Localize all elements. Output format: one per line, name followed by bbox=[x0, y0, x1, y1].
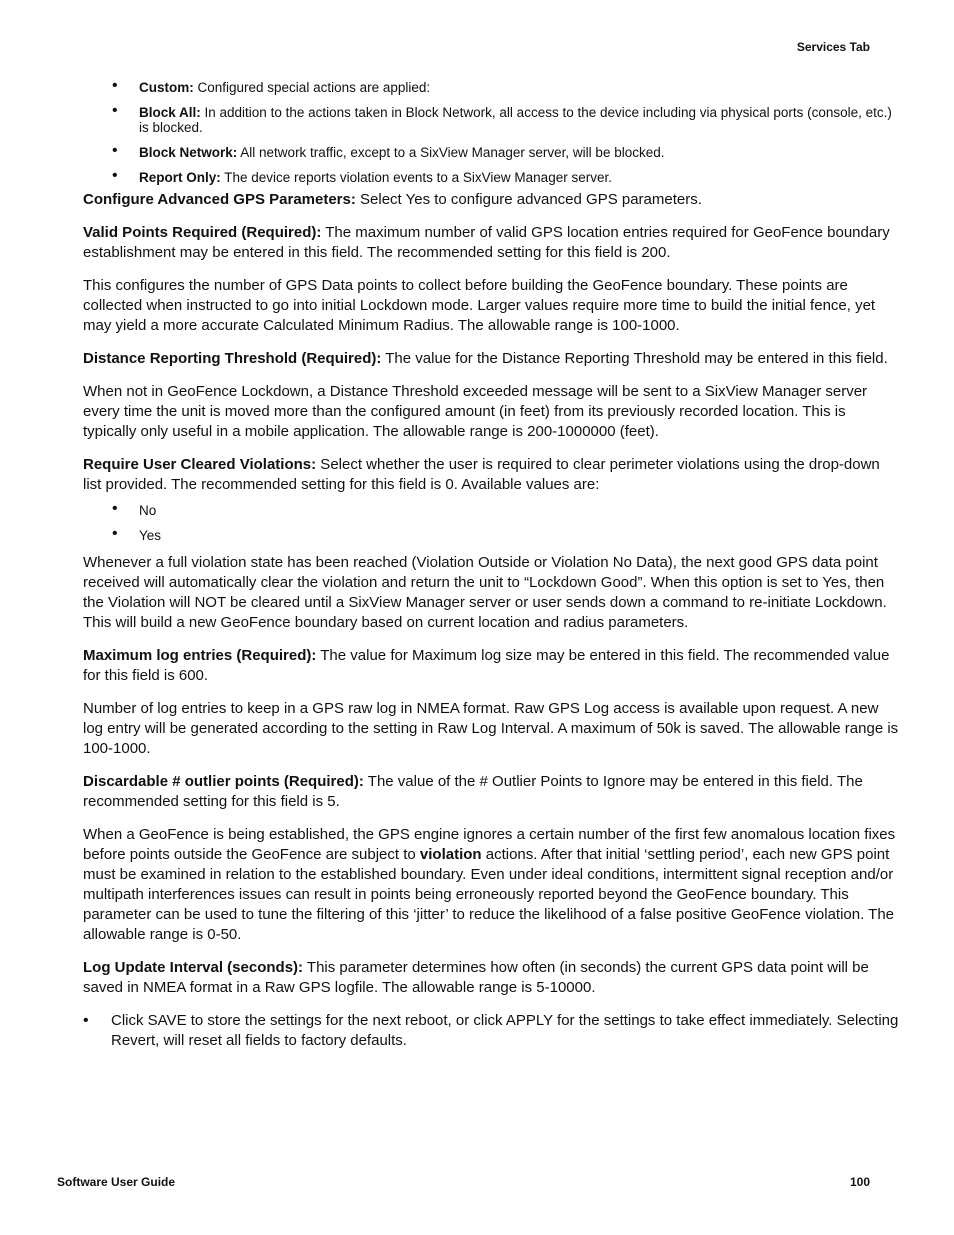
paragraph-text: This parameter determines how often (in seconds) the current GPS data point will be saved in NMEA format in a Raw GPS logfile. The allowable range is 5-10000. bbox=[83, 959, 869, 996]
list-item bbox=[83, 77, 899, 95]
page-content bbox=[83, 77, 899, 1051]
paragraph-emphasis: violation bbox=[419, 846, 482, 863]
list-item-text: Configured special actions are applied: bbox=[193, 80, 431, 95]
list-item-term: Block Network: bbox=[139, 145, 238, 160]
bullet-icon: • bbox=[112, 167, 118, 184]
paragraph-log-interval bbox=[83, 958, 899, 998]
list-item-text: The device reports violation events to a SixView Manager server. bbox=[220, 170, 612, 185]
bullet-icon: • bbox=[83, 1012, 89, 1029]
paragraph-valid-points-detail: This configures the number of GPS Data points to collect before building the GeoFence boundary. These points are collected when instructed to go into initial Lockdown mode. Larger values require more time to build the initial fence, yet may yield a more accurate Calculated Minimum Radius. The allowable range is 100-1000. bbox=[83, 277, 876, 334]
paragraph-text: actions. After that initial ‘settling period’, each new GPS point must be examined in relation to the established boundary. Even under ideal conditions, intermittent signal reception and/or multipath interferences issues can result in points being erroneously reported beyond the GeoFence boundary. This parameter can be used to tune the filtering of this ‘jitter’ to reduce the likelihood of a false positive GeoFence violation. The allowable range is 0-50. bbox=[83, 846, 895, 943]
bullet-icon: • bbox=[112, 500, 118, 517]
paragraph-outlier-points bbox=[83, 772, 899, 812]
paragraph-text: The value for Maximum log size may be entered in this field. The recommended value for this field is 600. bbox=[83, 647, 890, 684]
paragraph-text: Select whether the user is required to clear perimeter violations using the drop-down list provided. The recommended setting for this field is 0. Available values are: bbox=[83, 456, 880, 493]
paragraph-valid-points bbox=[83, 223, 899, 263]
list-item-term: Block All: bbox=[139, 105, 201, 120]
save-instruction bbox=[83, 1011, 899, 1051]
list-item bbox=[83, 102, 899, 135]
paragraph-text: Select Yes to configure advanced GPS parameters. bbox=[355, 191, 702, 208]
list-item-term: Report Only: bbox=[139, 170, 221, 185]
paragraph-violation-detail: Whenever a full violation state has been reached (Violation Outside or Violation No Data), the next good GPS data point received will automatically clear the violation and return the unit to “Lockdown Good”. When this option is set to Yes, then the Violation will NOT be cleared until a SixView Manager server or user sends down a command to re-initiate Lockdown. This will build a new GeoFence boundary based on current location and radius parameters. bbox=[83, 554, 887, 631]
list-item-text: Yes bbox=[139, 528, 162, 543]
values-list bbox=[83, 500, 899, 543]
save-instruction-text: Click SAVE to store the settings for the next reboot, or click APPLY for the settings to take effect immediately. Selecting Revert, will reset all fields to factory defaults. bbox=[111, 1012, 899, 1049]
list-item bbox=[83, 167, 899, 185]
list-item bbox=[83, 500, 899, 518]
bullet-icon: • bbox=[112, 102, 118, 119]
bullet-icon: • bbox=[112, 77, 118, 94]
list-item-text: In addition to the actions taken in Block Network, all access to the device including via physical ports (console, etc.) is blocked. bbox=[139, 105, 892, 135]
footer-page-number: 100 bbox=[849, 1175, 870, 1189]
list-item-term: Custom: bbox=[139, 80, 194, 95]
paragraph-advanced-gps bbox=[83, 190, 899, 210]
list-item-text: All network traffic, except to a SixView Manager server, will be blocked. bbox=[237, 145, 665, 160]
footer-guide-title: Software User Guide bbox=[57, 1175, 176, 1189]
paragraph-text: The maximum number of valid GPS location entries required for GeoFence boundary establishment may be entered in this field. The recommended setting for this field is 200. bbox=[83, 224, 890, 261]
bullet-icon: • bbox=[112, 142, 118, 159]
paragraph-term: Distance Reporting Threshold (Required): bbox=[83, 350, 382, 367]
bullet-icon: • bbox=[112, 525, 118, 542]
list-item-text: No bbox=[139, 503, 157, 518]
paragraph-term: Valid Points Required (Required): bbox=[83, 224, 322, 241]
list-item bbox=[83, 142, 899, 160]
paragraph-distance-threshold bbox=[83, 349, 899, 369]
running-header: Services Tab bbox=[796, 40, 870, 54]
paragraph-distance-detail: When not in GeoFence Lockdown, a Distance Threshold exceeded message will be sent to a SixView Manager server every time the unit is moved more than the configured amount (in feet) from its previously recorded location. This is typically only useful in a mobile application. The allowable range is 200-1000000 (feet). bbox=[83, 383, 868, 440]
paragraph-user-cleared bbox=[83, 455, 899, 495]
paragraph-max-log bbox=[83, 646, 899, 686]
paragraph-text: When a GeoFence is being established, the GPS engine ignores a certain number of the first few anomalous location fixes before points outside the GeoFence are subject to bbox=[83, 826, 896, 863]
paragraph-term: Require User Cleared Violations: bbox=[83, 456, 317, 473]
list-item bbox=[83, 525, 899, 543]
paragraph-term: Configure Advanced GPS Parameters: bbox=[83, 191, 356, 208]
paragraph-term: Log Update Interval (seconds): bbox=[83, 959, 304, 976]
paragraph-text: The value of the # Outlier Points to Ignore may be entered in this field. The recommended setting for this field is 5. bbox=[83, 773, 863, 810]
paragraph-text: The value for the Distance Reporting Threshold may be entered in this field. bbox=[381, 350, 888, 367]
paragraph-term: Maximum log entries (Required): bbox=[83, 647, 317, 664]
paragraph-outlier-detail bbox=[83, 825, 899, 945]
paragraph-max-log-detail: Number of log entries to keep in a GPS raw log in NMEA format. Raw GPS Log access is available upon request. A new log entry will be generated according to the setting in Raw Log Interval. A maximum of 50k is saved. The allowable range is 100-1000. bbox=[83, 700, 899, 757]
action-list bbox=[83, 77, 899, 185]
paragraph-term: Discardable # outlier points (Required): bbox=[83, 773, 364, 790]
